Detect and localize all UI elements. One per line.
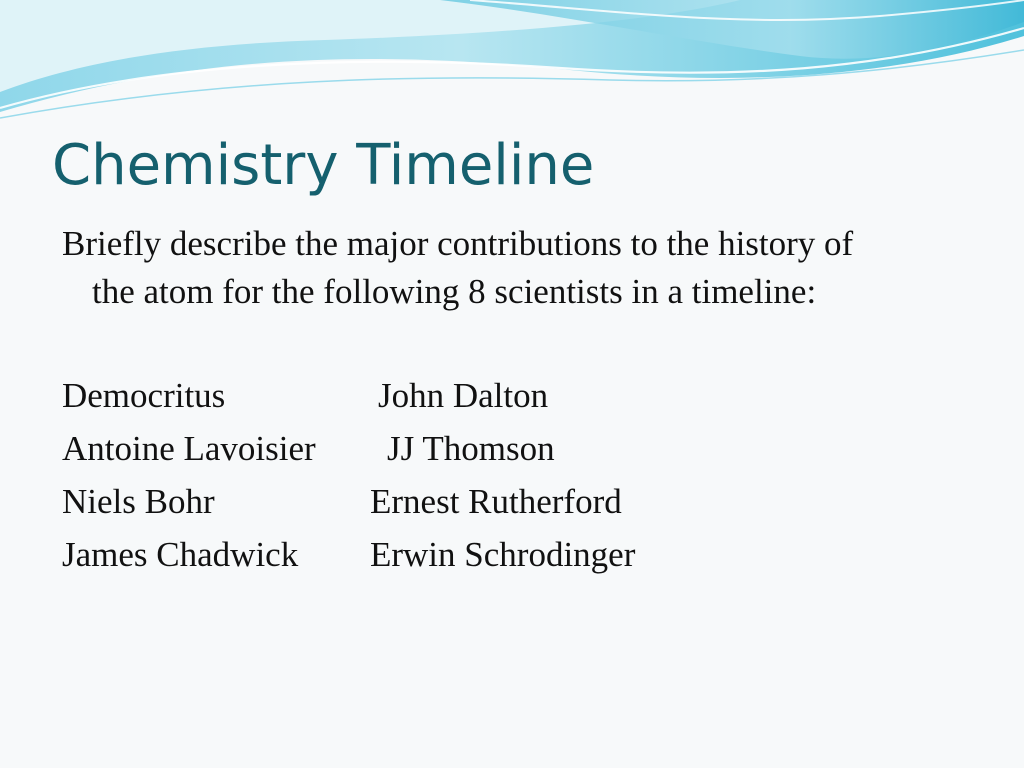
scientist-name-left-1: Democritus [62,376,226,415]
instructions-paragraph [62,220,992,316]
scientist-name-right-1: John Dalton [378,376,549,415]
scientist-name-left-4: James Chadwick [62,535,299,574]
scientist-name-left-3: Niels Bohr [62,482,215,521]
scientist-name-left-2: Antoine Lavoisier [62,429,316,468]
slide-title: Chemistry Timeline [52,133,595,198]
instructions-line-2: the atom for the following 8 scientists in a timeline: [92,272,817,311]
instructions-line-1: Briefly describe the major contributions to the history of [62,224,854,263]
scientist-name-right-2: JJ Thomson [387,429,555,468]
scientist-name-right-4: Erwin Schrodinger [370,535,636,574]
scientist-name-right-3: Ernest Rutherford [370,482,622,521]
header-wave-decoration [0,0,1024,130]
